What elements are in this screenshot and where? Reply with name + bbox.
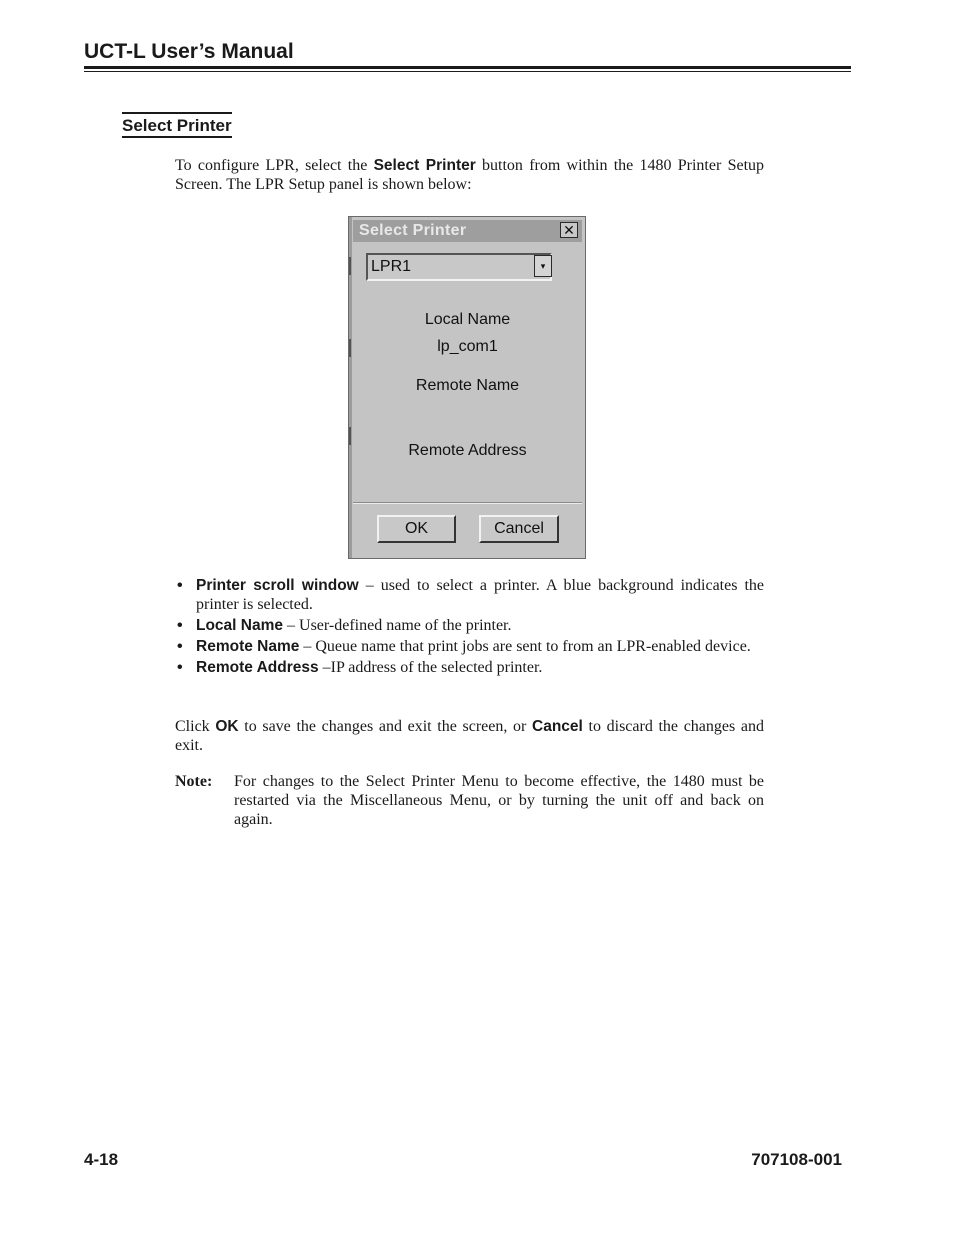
- header-rule-thick: [84, 66, 851, 69]
- closing-text-3: to discard the changes and exit.: [175, 718, 764, 754]
- bullet-term: Remote Name: [196, 638, 300, 655]
- frame-tick: [349, 339, 351, 357]
- list-item: [175, 616, 764, 635]
- frame-tick: [349, 257, 351, 275]
- list-item: [175, 658, 764, 677]
- list-item: [175, 576, 764, 614]
- bullet-text: – User-defined name of the printer.: [283, 617, 512, 634]
- printer-scroll-window[interactable]: [366, 253, 552, 281]
- local-name-value: lp_com1: [437, 338, 498, 355]
- frame-tick: [349, 427, 351, 445]
- closing-ok: OK: [215, 718, 239, 735]
- bullet-icon: •: [177, 577, 183, 594]
- printer-select-value: LPR1: [371, 258, 412, 275]
- bullet-text: – Queue name that print jobs are sent to from an LPR-enabled device.: [299, 638, 751, 655]
- select-printer-dialog: [348, 216, 586, 559]
- note-text: For changes to the Select Printer Menu to become effective, the 1480 must be restarted via the Miscellaneous Menu, or by turning the unit off and back on again.: [234, 773, 764, 828]
- remote-address-label: Remote Address: [408, 442, 527, 459]
- dialog-title: Select Printer: [359, 222, 467, 239]
- note-label: Note:: [175, 773, 213, 790]
- intro-paragraph: [175, 156, 764, 194]
- intro-text-1: To configure LPR, select the: [175, 157, 374, 174]
- list-item: [175, 637, 764, 656]
- closing-cancel: Cancel: [532, 718, 583, 735]
- close-icon[interactable]: ✕: [560, 222, 578, 238]
- bullet-icon: •: [177, 638, 183, 655]
- closing-paragraph: [175, 717, 764, 755]
- ok-button[interactable]: OK: [377, 515, 456, 543]
- bullet-icon: •: [177, 617, 183, 634]
- intro-text-2: button from within the 1480 Printer Setup Screen. The LPR Setup panel is shown below:: [175, 157, 765, 193]
- page-number: 4-18: [84, 1150, 119, 1169]
- section-heading: Select Printer: [122, 112, 232, 138]
- dropdown-arrow-icon[interactable]: ▾: [534, 255, 552, 277]
- dialog-titlebar[interactable]: [353, 220, 582, 242]
- manual-title: UCT-L User’s Manual: [84, 40, 294, 63]
- closing-text-2: to save the changes and exit the screen, or: [238, 718, 532, 735]
- bullet-term: Remote Address: [196, 659, 319, 676]
- bullet-text: –IP address of the selected printer.: [318, 659, 543, 676]
- intro-bold: Select Printer: [373, 157, 476, 174]
- bullet-term: Local Name: [196, 617, 284, 634]
- dialog-separator: [353, 502, 582, 504]
- document-number: 707108-001: [751, 1150, 842, 1169]
- remote-name-label: Remote Name: [415, 377, 520, 394]
- cancel-button[interactable]: Cancel: [479, 515, 559, 543]
- bullet-term: Printer scroll window: [196, 577, 359, 594]
- field-description-list: [175, 576, 764, 679]
- bullet-icon: •: [177, 659, 183, 676]
- local-name-label: Local Name: [424, 311, 511, 328]
- header-rule-thin: [84, 71, 851, 72]
- closing-text-1: Click: [175, 718, 216, 735]
- bullet-text: – used to select a printer. A blue background indicates the printer is selected.: [196, 577, 764, 613]
